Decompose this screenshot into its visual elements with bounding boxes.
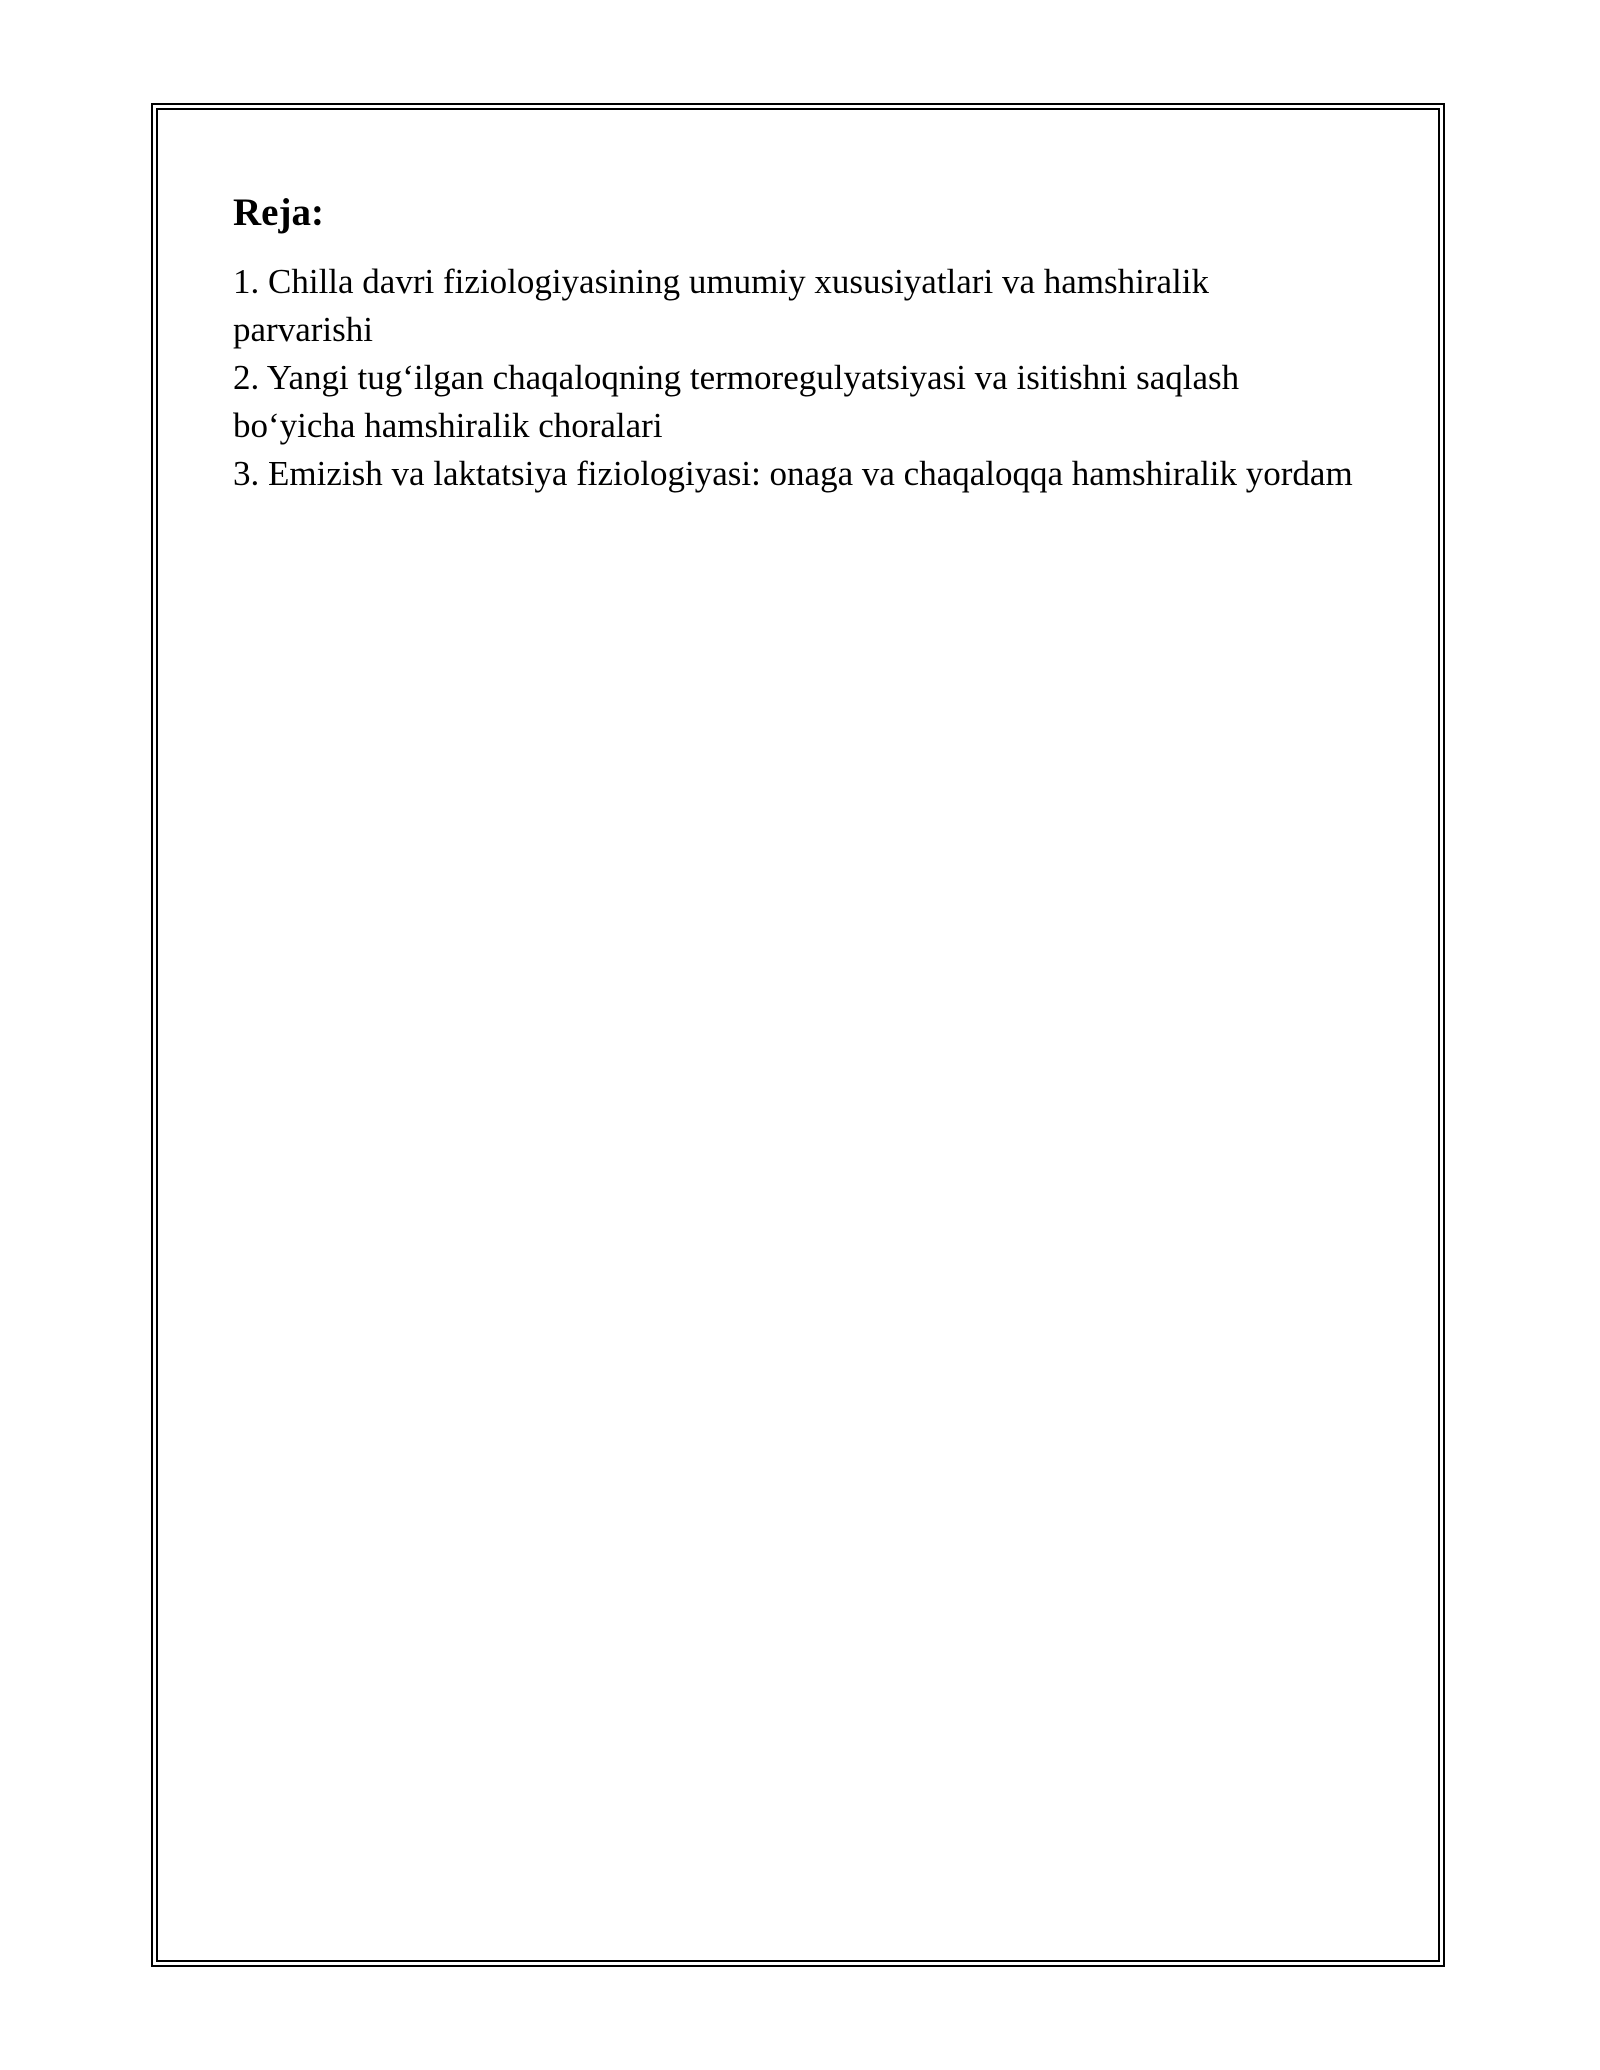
plan-item: 1. Chilla davri fiziologiyasining umumiy xususiyatlari va hamshiralik parvarishi	[233, 262, 1209, 349]
document-body	[233, 185, 1353, 498]
plan-heading: Reja:	[233, 191, 324, 234]
plan-item: 3. Emizish va laktatsiya fiziologiyasi: onaga va chaqaloqqa hamshiralik yordam	[233, 454, 1353, 493]
plan-item: 2. Yangi tug‘ilgan chaqaloqning termoregulyatsiyasi va isitishni saqlash bo‘yicha hamshiralik choralari	[233, 358, 1240, 445]
plan-list	[233, 258, 1353, 498]
